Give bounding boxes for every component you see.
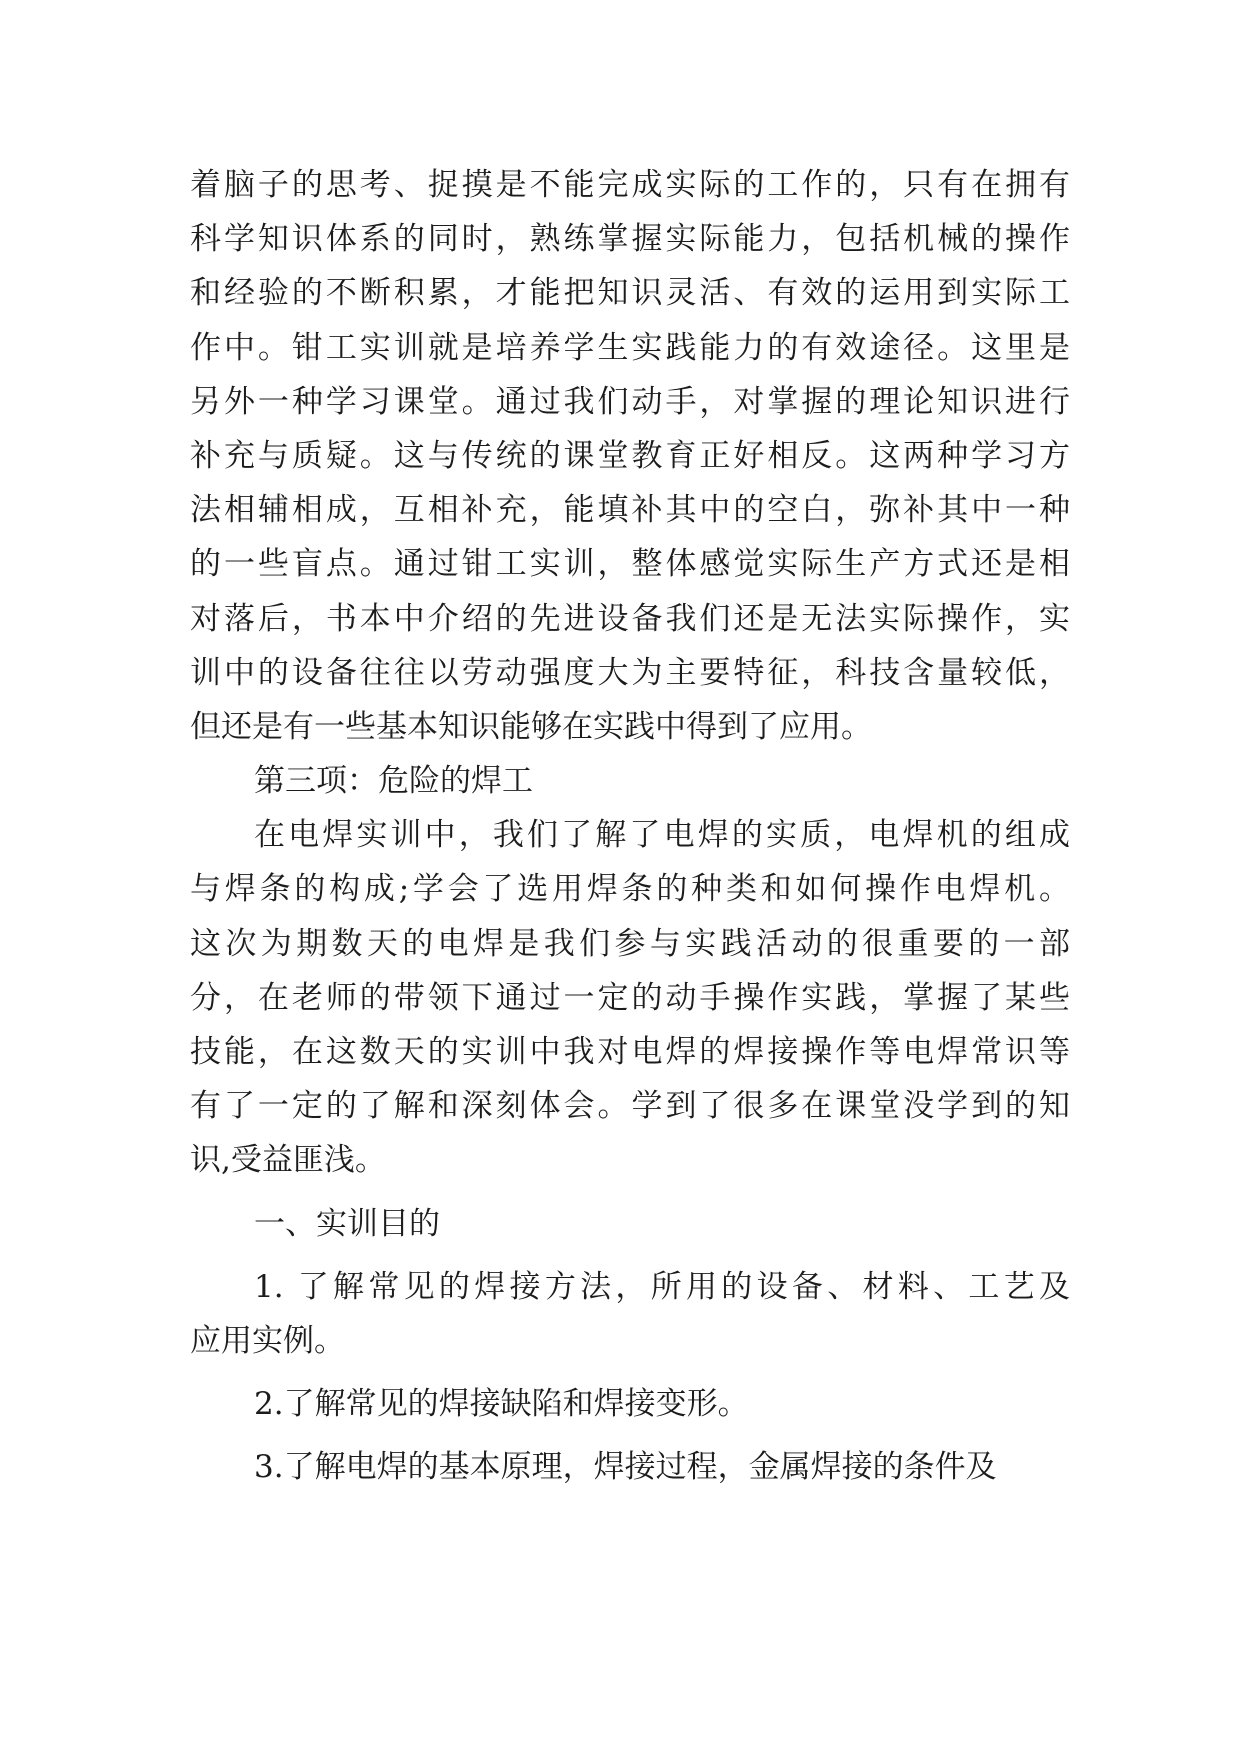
text-line: 对落后，书本中介绍的先进设备我们还是无法实际操作，实 xyxy=(190,600,1070,637)
text-line: 作中。钳工实训就是培养学生实践能力的有效途径。这里是 xyxy=(190,329,1070,366)
text-line: 有了一定的了解和深刻体会。学到了很多在课堂没学到的知 xyxy=(190,1088,1070,1125)
objectives-heading: 一、实训目的 xyxy=(254,1205,440,1242)
text-line: 这次为期数天的电焊是我们参与实践活动的很重要的一部 xyxy=(190,925,1070,962)
paragraph-1 xyxy=(190,158,1070,754)
text-line: 科学知识体系的同时，熟练掌握实际能力，包括机械的操作 xyxy=(190,221,1070,258)
text-line: 法相辅相成，互相补充，能填补其中的空白，弥补其中一种 xyxy=(190,492,1070,529)
text-line: 的一些盲点。通过钳工实训，整体感觉实际生产方式还是相 xyxy=(190,546,1070,583)
objective-item-2: 2.了解常见的焊接缺陷和焊接变形。 xyxy=(254,1386,749,1423)
text-line: 1. 了解常见的焊接方法，所用的设备、材料、工艺及 xyxy=(254,1268,1070,1305)
text-line: 着脑子的思考、捉摸是不能完成实际的工作的，只有在拥有 xyxy=(190,167,1070,203)
text-line: 但还是有一些基本知识能够在实践中得到了应用。 xyxy=(190,708,872,745)
paragraph-2 xyxy=(190,808,1070,1187)
text-line: 在电焊实训中，我们了解了电焊的实质，电焊机的组成 xyxy=(254,817,1070,854)
text-line: 另外一种学习课堂。通过我们动手，对掌握的理论知识进行 xyxy=(190,383,1070,420)
text-line: 和经验的不断积累，才能把知识灵活、有效的运用到实际工 xyxy=(190,275,1070,312)
text-line: 训中的设备往往以劳动强度大为主要特征，科技含量较低， xyxy=(190,654,1070,691)
text-line: 补充与质疑。这与传统的课堂教育正好相反。这两种学习方 xyxy=(190,437,1070,474)
text-line: 与焊条的构成;学会了选用焊条的种类和如何操作电焊机。 xyxy=(190,871,1070,908)
text-line: 分，在老师的带领下通过一定的动手操作实践，掌握了某些 xyxy=(190,979,1070,1016)
document-body xyxy=(190,158,1070,1495)
section-heading: 第三项：危险的焊工 xyxy=(254,763,533,800)
objective-item-3: 3.了解电焊的基本原理，焊接过程，金属焊接的条件及 xyxy=(254,1449,997,1486)
text-line: 识,受益匪浅。 xyxy=(190,1142,386,1179)
objective-item-1 xyxy=(190,1260,1070,1368)
text-line: 技能，在这数天的实训中我对电焊的焊接操作等电焊常识等 xyxy=(190,1034,1070,1070)
text-line: 应用实例。 xyxy=(190,1322,345,1359)
